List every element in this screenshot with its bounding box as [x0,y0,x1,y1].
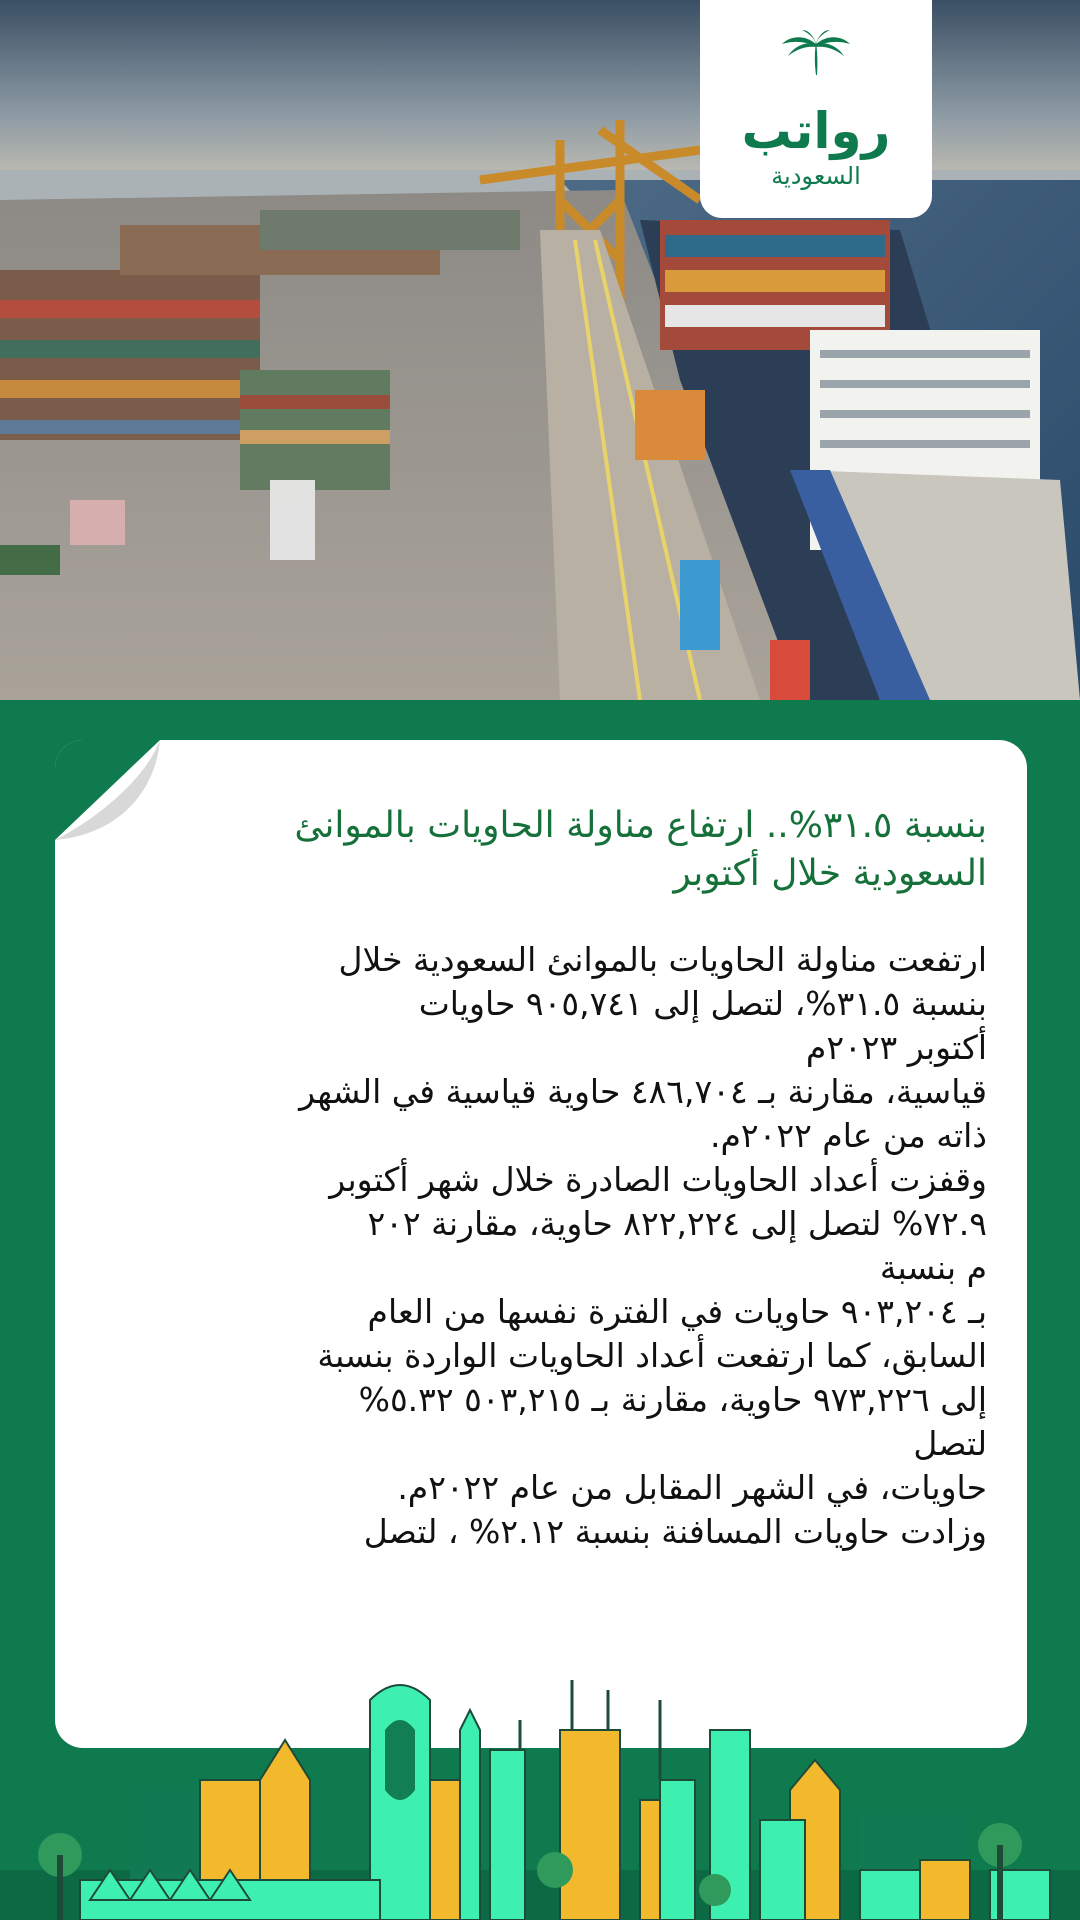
page-curl-corner-icon [55,740,160,840]
brand-subtitle: السعودية [771,162,861,190]
article-headline: بنسبة ٣١.٥%.. ارتفاع مناولة الحاويات بالموانئ السعودية خلال أكتوبر [294,805,987,894]
article-card [55,740,1027,1748]
brand-logo [700,0,932,218]
article-content [157,802,987,1554]
article-body: ارتفعت مناولة الحاويات بالموانئ السعودية خلال بنسبة ٣١.٥%، لتصل إلى ٩٠٥,٧٤١ حاويات أكتوبر ٢٠٢٣م قياسية، مقارنة بـ ٤٨٦,٧٠٤ حاوية قياسية في الشهر ذاته من عام ٢٠٢٢م. وقفزت أعداد الحاويات الصادرة خلال شهر أكتوبر ٧٢.٩% لتصل إلى ٨٢٢,٢٢٤ حاوية، مقارنة ٢٠٢ م بنسبة بـ ٩٠٣,٢٠٤ حاويات في الفترة نفسها من العام السابق، كما ارتفعت أعداد الحاويات الواردة بنسبة إلى ٩٧٣,٢٢٦ حاوية، مقارنة بـ ٥٠٣,٢١٥ ٥.٣٢% لتصل حاويات، في الشهر المقابل من عام ٢٠٢٢م. وزادت حاويات المسافنة بنسبة ٢.١٢% ، لتصل [299,940,987,1551]
city-skyline [0,1670,1080,1920]
brand-name: رواتب [741,102,891,160]
riyadh-skyline-illustration-icon [0,1670,1080,1920]
